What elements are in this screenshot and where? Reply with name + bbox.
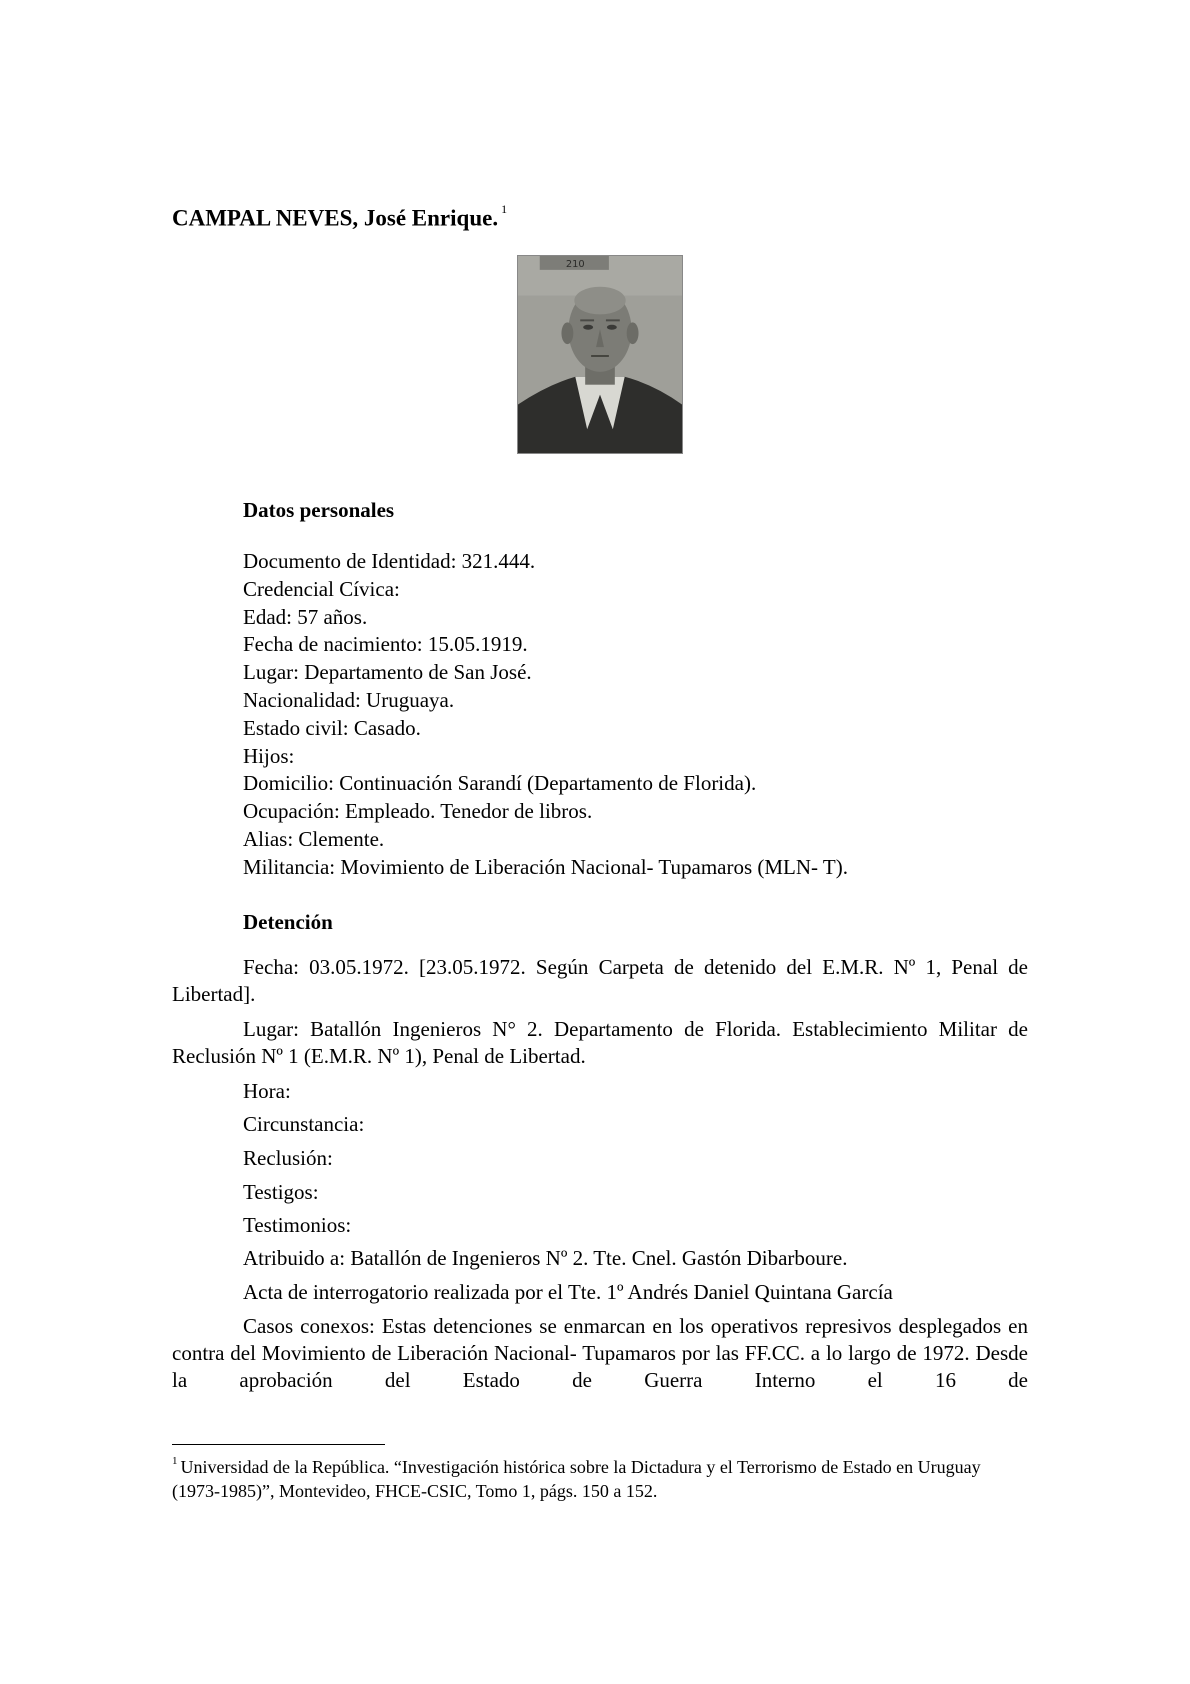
field-hijos: Hijos: (243, 743, 295, 768)
portrait-image (518, 256, 682, 453)
photo-number-plate: 210 (565, 258, 585, 270)
detencion-heading: Detención (243, 910, 333, 934)
detencion-testigos: Testigos: (243, 1180, 319, 1204)
person-name-heading (172, 198, 507, 234)
field-fecha-nacimiento: Fecha de nacimiento: 15.05.1919. (243, 632, 528, 657)
footnote-reference[interactable]: 1 (501, 202, 508, 216)
footnote-separator (172, 1444, 385, 1445)
field-credencial: Credencial Cívica: (243, 576, 400, 601)
detencion-lugar-text: Lugar: Batallón Ingenieros N° 2. Departamento de Florida. Establecimiento Militar de Reclusión Nº 1 (E.M.R. Nº 1), Penal de Libertad. (172, 1017, 1028, 1068)
field-nacionalidad: Nacionalidad: Uruguaya. (243, 687, 455, 712)
field-estado-civil: Estado civil: Casado. (243, 715, 421, 740)
detencion-reclusion: Reclusión: (243, 1146, 333, 1170)
field-edad: Edad: 57 años. (243, 604, 368, 629)
field-ocupacion: Ocupación: Empleado. Tenedor de libros. (243, 799, 593, 824)
field-alias: Alias: Clemente. (243, 826, 385, 851)
detencion-casos-conexos (172, 1313, 1028, 1394)
detencion-acta: Acta de interrogatorio realizada por el Tte. 1º Andrés Daniel Quintana García (243, 1280, 893, 1304)
footnote-mark: 1 (172, 1455, 178, 1467)
person-photo (517, 255, 683, 454)
detencion-atribuido: Atribuido a: Batallón de Ingenieros Nº 2. Tte. Cnel. Gastón Dibarboure. (243, 1246, 848, 1270)
datos-personales-list (243, 548, 848, 882)
field-domicilio: Domicilio: Continuación Sarandí (Departamento de Florida). (243, 771, 757, 796)
datos-personales-heading: Datos personales (243, 498, 395, 522)
footnote-text: Universidad de la República. “Investigación histórica sobre la Dictadura y el Terrorismo de Estado en Uruguay (1973-1985)”, Montevideo, FHCE-CSIC, Tomo 1, págs. 150 a 152. (172, 1457, 981, 1501)
detencion-hora: Hora: (243, 1079, 291, 1103)
field-lugar: Lugar: Departamento de San José. (243, 660, 532, 685)
detencion-fecha (172, 954, 1028, 1008)
detencion-circunstancia: Circunstancia: (243, 1112, 365, 1136)
footnote (172, 1451, 1028, 1503)
field-militancia: Militancia: Movimiento de Liberación Nacional- Tupamaros (MLN- T). (243, 854, 848, 879)
detencion-casos-text: Casos conexos: Estas detenciones se enmarcan en los operativos represivos desplegados en contra del Movimiento de Liberación Nacional- Tupamaros por las FF.CC. a lo largo de 1972. Desde la aprobación del Estado de Guerra Interno el 16 de (172, 1314, 1028, 1392)
person-name: CAMPAL NEVES, José Enrique. (172, 205, 499, 231)
detencion-fecha-text: Fecha: 03.05.1972. [23.05.1972. Según Carpeta de detenido del E.M.R. Nº 1, Penal de Libertad]. (172, 955, 1028, 1006)
detencion-lugar (172, 1016, 1028, 1070)
detencion-testimonios: Testimonios: (243, 1213, 352, 1237)
field-documento: Documento de Identidad: 321.444. (243, 549, 536, 573)
